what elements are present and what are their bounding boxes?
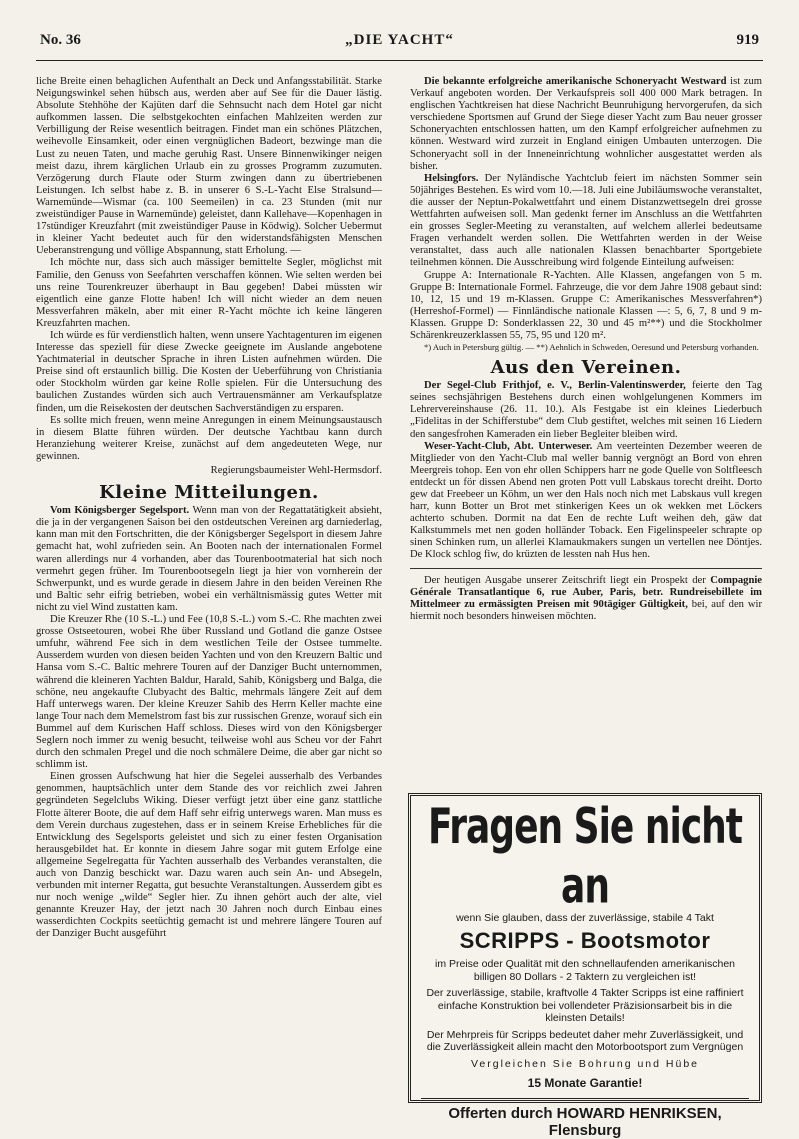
ad-footer: Offerten durch HOWARD HENRIKSEN, Flensburg: [421, 1098, 749, 1139]
article-paragraph: liche Breite einen behaglichen Aufenthalt an Deck und Anfangsstabilität. Starke Neigungswinkel sehen hübsch aus, werden aber auf See für die Dauer lästig. Absolute Stehhöhe der Kajüten darf die Sehnsucht nach dem Hotel gar nicht aufkommen lassen. Die selbstgekochten einfachen Mahlzeiten werden zur Verbilligung der Reise wesentlich beitragen. Findet man ein schönes Plätzchen, weihevolle Einsamkeit, oder einen vergnüglichen Badeort, bezwinge man die Lust zu neuen Taten, und mache geruhig Rast. Unsere Binnenwikinger neigen meist dazu, ihrem kärglichen Urlaub ein zu grosses Programm zuzumuten. Verzögerung durch Flaute oder Sturm zwingen dann zu übertriebenen Leistungen. Ich selbst habe z. B. in unserer 6 S.-L-Yacht Else Stralsund—Warnemünde—Wismar (ca. 100 Seemeilen) in ca. 23 Stunden (mit nur zweistündiger Pause in Warnemünde) geleistet, dann Kallehave—Kopenhagen in 17stündiger Kreuzfahrt (mit zweistündiger Pause in Ködwig). Solcher Uebermut in kleiner Yacht bedeutet auch für den widerstandsfähigsten Menschen Ueberanstrengung und völlige Abspannung, statt Erholung. —: [36, 76, 382, 257]
news-lead: Vom Königsberger Segelsport.: [50, 505, 190, 517]
ad-guarantee: 15 Monate Garantie!: [527, 1076, 643, 1090]
divider: [410, 568, 762, 569]
news-lead: Helsingfors.: [424, 172, 479, 184]
article-paragraph: Es sollte mich freuen, wenn meine Anregungen in einem Meinungsaustausch in diesem Blatte führen würden. Der deutsche Yachtbau kann durch Heranziehung weiterer Kreise, zunächst auf dem angedeuteten Wege, nur gewinnen.: [36, 414, 382, 462]
footnote: *) Auch in Petersburg gültig. — **) Aehnlich in Schweden, Oeresund und Petersburg vorhanden.: [424, 342, 759, 353]
news-item: [410, 76, 762, 173]
article-paragraph: Gruppe A: Internationale R-Yachten. Alle Klassen, angefangen von 5 m. Gruppe B: Internationale Formel. Fahrzeuge, die vor dem Jahre 1908 gebaut sind: 10, 12, 15 und 19 m-Klassen. Gruppe C: Amerikanisches Messverfahren*) (Herreshof-Formel) — Finnländische nationale Klassen —: 5, 6, 7, 8 und 9 m-Klassen. Gruppe D: Sonderklassen 22, 30 und 45 m²**) und die Stockholmer Schärenkreuzerklassen 55, 75, 95 und 120 m².: [410, 269, 762, 341]
scripps-advertisement: [408, 793, 762, 1139]
page-header: [40, 32, 759, 54]
article-paragraph: Einen grossen Aufschwung hat hier die Segelei ausserhalb des Verbandes genommen, hauptsächlich unter dem Stande des vor reichlich zwei Jahren gegründeten Segelclubs Wiking. Dieser verfügt jetzt über eine ganz stattliche Flotte älterer Boote, die auf dem Haff sehr eifrig unterwegs waren. Man muss es dem Verein durchaus zugestehen, dass er in seinem Kreise Erhebliches für die Entwicklung des Segelsports geleistet und sich zu einer festen Organisation herausgebildet hat. Er konnte in diesem Jahre sogar mit gutem Erfolge eine allgemeine Segelregatta für Yachten ausserhalb des Verbandes veranstalten, die auch von Danzig beschickt war. Dazu waren auch sein An- und Absegeln, verbunden mit interner Regatta, gut besuchte Veranstaltungen. Ausserdem gibt es nur noch wenige „wilde“ Segler hier. Zu ihnen gehört auch der alte, viel genannte Kreuzer Hay, der jetzt nach 30 Jahren noch durch Einbau eines wasserdichten Cockpits seetüchtig gemacht ist und mehrere längere Touren auf der Danziger Bucht ausgeführt: [36, 771, 382, 940]
section-heading-aus-den-vereinen: Aus den Vereinen.: [490, 357, 682, 379]
article-paragraph: Die Kreuzer Rhe (10 S.-L.) und Fee (10,8 S.-L.) vom S.-C. Rhe machten zwei grosse Ostseetouren, wobei Rhe über Russland und Gotland die ganze Ostsee umfuhr, während Fee sich in dem westlichen Teile der Ostsee tummelte. Ausserdem wurden von diesen beiden Yachten und von den Kreuzern Baltic und Hansa vom S.-C. Baltic mehrere Touren auf der Danziger Bucht unternommen, während die kleineren Yachten Baldur, Harald, Sahib, Königsberg und Balga, die schöne, neu angekaufte Clubyacht des Baltic, mehrmals längere Zeit auf dem Haff unterwegs waren. Der kleine Kreuzer Sahib des Herrn Keller machte eine lange Tour nach dem Memelstrom fast bis zur russischen Grenze, worauf sich ein Bummel auf dem Kurischen Haff schloss. Dieses wird von den Königsberger Seglern noch immer zu wenig besucht, teilweise wohl aus Scheu vor der Fahrt durch den schmalen Pregel und die noch schmälere Deime, die aber gar nicht so schlimm ist.: [36, 614, 382, 771]
ad-line: wenn Sie glauben, dass der zuverlässige, stabile 4 Takt: [456, 912, 714, 924]
news-item: [410, 380, 762, 440]
news-text: feierte den Tag seines sechsjährigen Bestehens durch einen wohlgelungenen Kommers im Lehrervereinshause (26. 11. 10.). Als Festgabe ist ein kleines Liederbuch „Fidelitas in der Schifferstube“ dem Club gestiftet, welches mit seinen 16 Liedern den sangesfrohen Kameraden ein lieber Begleiter bleiben wird.: [410, 380, 762, 440]
ad-brand: SCRIPPS - Bootsmotor: [459, 928, 711, 953]
right-column: [410, 76, 762, 623]
ad-line: Vergleichen Sie Bohrung und Hübe: [470, 1057, 700, 1070]
ad-line: Der Mehrpreis für Scripps bedeutet daher mehr Zuverlässigkeit, und die Zuverlässigkeit allein macht den Motorbootsport zum Vergnügen: [426, 1028, 744, 1053]
header-rule: [36, 60, 763, 61]
issue-number: No. 36: [40, 32, 81, 48]
supplement-notice: Der heutigen Ausgabe unserer Zeitschrift liegt ein Prospekt der Compagnie Générale Transatlantique 6, rue Auber, Paris, betr. Rundreisebillete im Mittelmeer zu ermässigten Preisen mit 90tägiger Gültigkeit, bei, auf den wir hiermit noch besonders hinweisen möchten.: [410, 574, 762, 622]
left-column: [36, 76, 382, 941]
news-text: Wenn man von der Regattatätigkeit absieht, die ja in der vergangenen Saison bei den ostdeutschen Vereinen arg darniederlag, kann man mit den Fortschritten, die der Königsberger Segelsport in diesem Jahre gemacht hat, wohl zufrieden sein. An Booten nach der internationalen Formel waren allerdings nur 4 vorhanden, aber das Tourenbootmaterial hat sich noch vermehrt gegen früher. Im Tourenbootsegeln liegt ja hier von vornherein der Schwerpunkt, und es wurde gerade in diesem Jahre in den beiden Vereinen Rhe und Baltic sehr eifrig betrieben, wobei ein verhältnismässig gutes Wetter mit nicht zu viel Wind zustatten kam.: [36, 505, 382, 613]
news-text: ist zum Verkauf angeboten worden. Der Verkaufspreis soll 400 000 Mark betragen. In englischen Yachtkreisen hat diese Nachricht Beunruhigung hervorgerufen, da sich verschiedene Sportsmen auf Grund der Siege dieser Yacht zum Bau neuer grosser Schoneryachten entschlossen hatten, um den Kampf erfolgreicher aufnehmen zu können. Westward wird zurzeit in England einigen Umbauten unterzogen. Die Schoneryacht soll in der Inneneinrichtung wohnlicher ausgestattet werden als bisher.: [410, 76, 763, 172]
news-text: Der Nyländische Yachtclub feiert im nächsten Sommer sein 50jähriges Bestehen. Es wird vom 10.—18. Juli eine Jubiläumswoche veranstaltet, die ausser der Neptun-Pokalwettfahrt und einem Distanzwettsegeln drei grosse Wettfahrten aufweisen soll. Man gedenkt ferner im Anschluss an die Wettfahrten ein grosses Segler-Meeting zu veranstalten, auf welchem allerlei bedeutsame Fragen verhandelt werden sollen. Die Wettfahrten werden in der Weise veranstaltet, dass auch alle nationalen Klassen benachbarter Sportgebiete teilnehmen können. Die Ausschreibung wird folgende Einteilung aufweisen:: [410, 172, 762, 269]
section-heading-kleine-mitteilungen: Kleine Mitteilungen.: [99, 482, 319, 504]
news-item: [410, 441, 762, 562]
article-paragraph: Ich würde es für verdienstlich halten, wenn unsere Yachtagenturen im eigenen Interesse das speziell für diese Zwecke geeignete im Auslande angebotene Yachtmaterial in deutscher Sprache in ihren Listen aufnehmen würden. Die Preise sind oft erstaunlich billig. Die Kosten der Ueberführung von Christiania oder Stockholm würden gar keine Rolle spielen. Für die Untersuchung des baulichen Zustandes würden sich auch Vertrauensmänner am Verkaufsplatze finden, um die Reisekosten der deutschen Sachverständigen zu ersparen.: [36, 329, 382, 414]
news-lead: Die bekannte erfolgreiche amerikanische Schoneryacht Westward: [424, 76, 727, 87]
news-item: [36, 505, 382, 614]
author-signature: Regierungsbaumeister Wehl-Hermsdorf.: [210, 465, 382, 476]
news-lead: Der Segel-Club Frithjof, e. V., Berlin-Valentinswerder,: [424, 380, 686, 392]
news-lead: Weser-Yacht-Club, Abt. Unterweser.: [424, 440, 593, 452]
ad-line: Der zuverlässige, stabile, kraftvolle 4 Takter Scripps ist eine raffiniert einfache Konstruktion bei vollendeter Präzisionsarbeit bis in die kleinsten Details!: [426, 987, 744, 1024]
news-text: Am veerteinten Dezember weeren de Mitglieder von den Yacht-Club mal weller bannig vergnögt an Bord von ehren Meergreis tohop. Een von ehr ollen Schippers harr ne gode Quelle von Soltfleesch entdeckt un för dissen Abend nen groten Pott vull Labskaus torecht dreiht. Dorto gew dat Freebeer un Köhm, un wer den Hals noch nich met Labskaus vull kregen harr, kunn Botter un Brot met stinkerigen Kees un ok wekken met Löckers achterto schuben. Dormit na dat Een de rechte Luft weihen deh, gäw dat Kalkstummels met nen goden holländer Toback. Een Figelinspeeler schrapte op sinen Schinken rum, un allerlei Klamaukmakers sungen un vertellen nee Döntjes. De Klock schlog fiw, do krüzten de lessten nah Hus hen.: [410, 440, 762, 561]
ad-headline: Fragen Sie nicht an: [427, 799, 743, 915]
ad-line: im Preise oder Qualität mit den schnellaufenden amerikanischen billigen 80 Dollars - 2 Taktern zu vergleichen ist!: [435, 958, 735, 983]
news-item: [410, 173, 762, 270]
article-paragraph: Ich möchte nur, dass sich auch mässiger bemittelte Segler, möglichst mit Familie, den Genuss von Seefahrten verschaffen können. Wie selten werden bei uns reine Tourenkreuzer überhaupt in Bau gegeben! Dabei müssten wir eigentlich eine ganze Flotte haben! Ich will nicht wieder an dem neuen Messverfahren mäkeln, aber mit einer R-Yacht möchte ich keine längeren Kreuzfahrten machen.: [36, 257, 382, 329]
page-number: 919: [736, 32, 759, 48]
magazine-title: „DIE YACHT“: [345, 32, 454, 48]
